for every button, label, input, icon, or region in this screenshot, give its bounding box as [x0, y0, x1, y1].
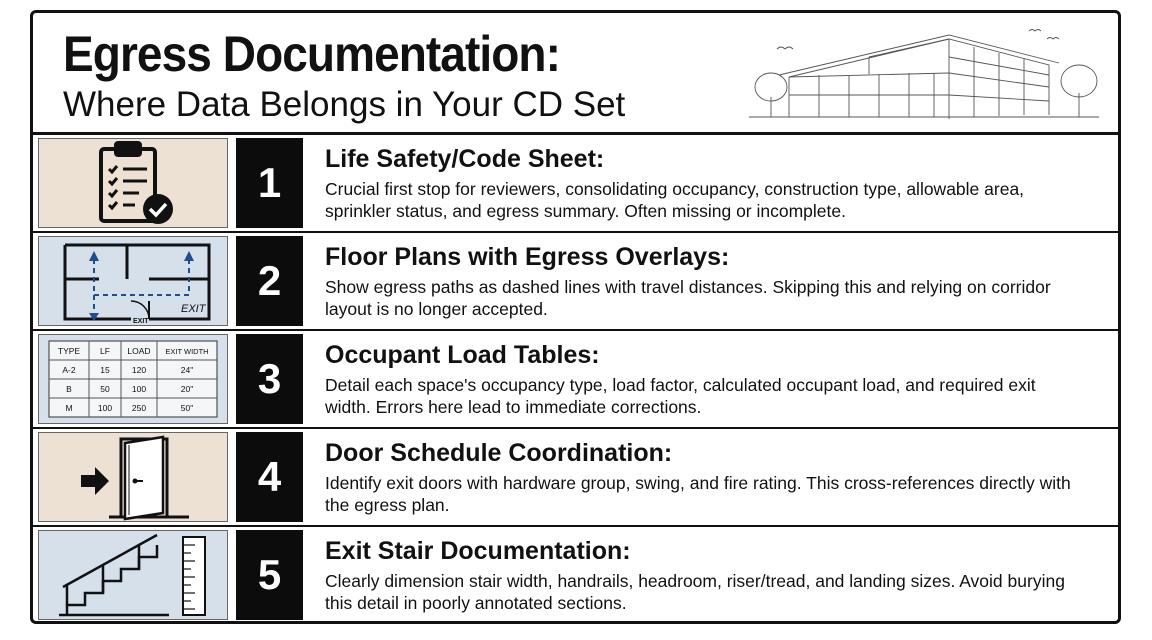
item-heading: Floor Plans with Egress Overlays: — [325, 243, 730, 271]
table-cell: 120 — [131, 365, 147, 375]
table-cell: A-2 — [62, 365, 76, 375]
list-item — [33, 135, 1118, 233]
table-header: LOAD — [127, 346, 151, 356]
occupant-load-table-icon — [39, 335, 227, 423]
item-text — [325, 537, 1078, 614]
table-header: EXIT WIDTH — [165, 347, 209, 356]
list-item — [33, 233, 1118, 331]
item-text — [325, 145, 1078, 222]
exit-door-arrow-icon — [39, 433, 227, 521]
item-text — [325, 341, 1078, 418]
table-cell: B — [66, 384, 72, 394]
page-subtitle: Where Data Belongs in Your CD Set — [63, 85, 626, 124]
item-text — [325, 439, 1078, 516]
item-text — [325, 243, 1078, 320]
table-cell: 100 — [97, 403, 113, 413]
item-description: Clearly dimension stair width, handrails, headroom, riser/tread, and landing sizes. Avoid burying this detail in poorly annotated sections. — [325, 571, 1065, 613]
step-number: 1 — [236, 138, 303, 228]
thumbnail-panel — [38, 334, 228, 424]
item-description: Show egress paths as dashed lines with travel distances. Skipping this and relying on corridor layout is no longer accepted. — [325, 277, 1051, 319]
thumbnail-panel — [38, 530, 228, 620]
header — [33, 13, 1118, 135]
items-list — [33, 135, 1118, 624]
table-cell: 15 — [100, 365, 110, 375]
step-number: 2 — [236, 236, 303, 326]
thumbnail-panel — [38, 236, 228, 326]
item-description: Detail each space's occupancy type, load factor, calculated occupant load, and required exit width. Errors here lead to immediate corrections. — [325, 375, 1036, 417]
table-cell: 50 — [100, 384, 110, 394]
table-cell: 20" — [180, 384, 194, 394]
clipboard-checklist-icon — [39, 139, 227, 227]
step-number: 3 — [236, 334, 303, 424]
item-heading: Exit Stair Documentation: — [325, 537, 631, 565]
list-item — [33, 331, 1118, 429]
table-cell: M — [65, 403, 73, 413]
exit-label: EXIT — [133, 318, 149, 325]
page-title: Egress Documentation: — [63, 26, 561, 82]
item-heading: Door Schedule Coordination: — [325, 439, 673, 467]
step-number: 4 — [236, 432, 303, 522]
thumbnail-panel — [38, 432, 228, 522]
table-cell: 24" — [180, 365, 194, 375]
item-heading: Occupant Load Tables: — [325, 341, 600, 369]
thumbnail-panel — [38, 138, 228, 228]
item-description: Identify exit doors with hardware group, swing, and fire rating. This cross-references directly with the egress plan. — [325, 473, 1071, 515]
item-description: Crucial first stop for reviewers, consolidating occupancy, construction type, allowable area, sprinkler status, and egress summary. Often missing or incomplete. — [325, 179, 1025, 221]
list-item — [33, 429, 1118, 527]
stair-ruler-icon — [39, 531, 227, 619]
step-number: 5 — [236, 530, 303, 620]
table-cell: 50" — [180, 403, 194, 413]
exit-label: EXIT — [181, 303, 206, 315]
table-cell: 250 — [131, 403, 147, 413]
list-item — [33, 527, 1118, 624]
table-cell: 100 — [131, 384, 147, 394]
infographic-frame — [30, 10, 1121, 624]
building-sketch-icon — [749, 17, 1104, 129]
table-header: TYPE — [57, 346, 81, 356]
item-heading: Life Safety/Code Sheet: — [325, 145, 605, 173]
floor-plan-egress-icon — [39, 237, 227, 325]
table-header: LF — [100, 346, 110, 356]
